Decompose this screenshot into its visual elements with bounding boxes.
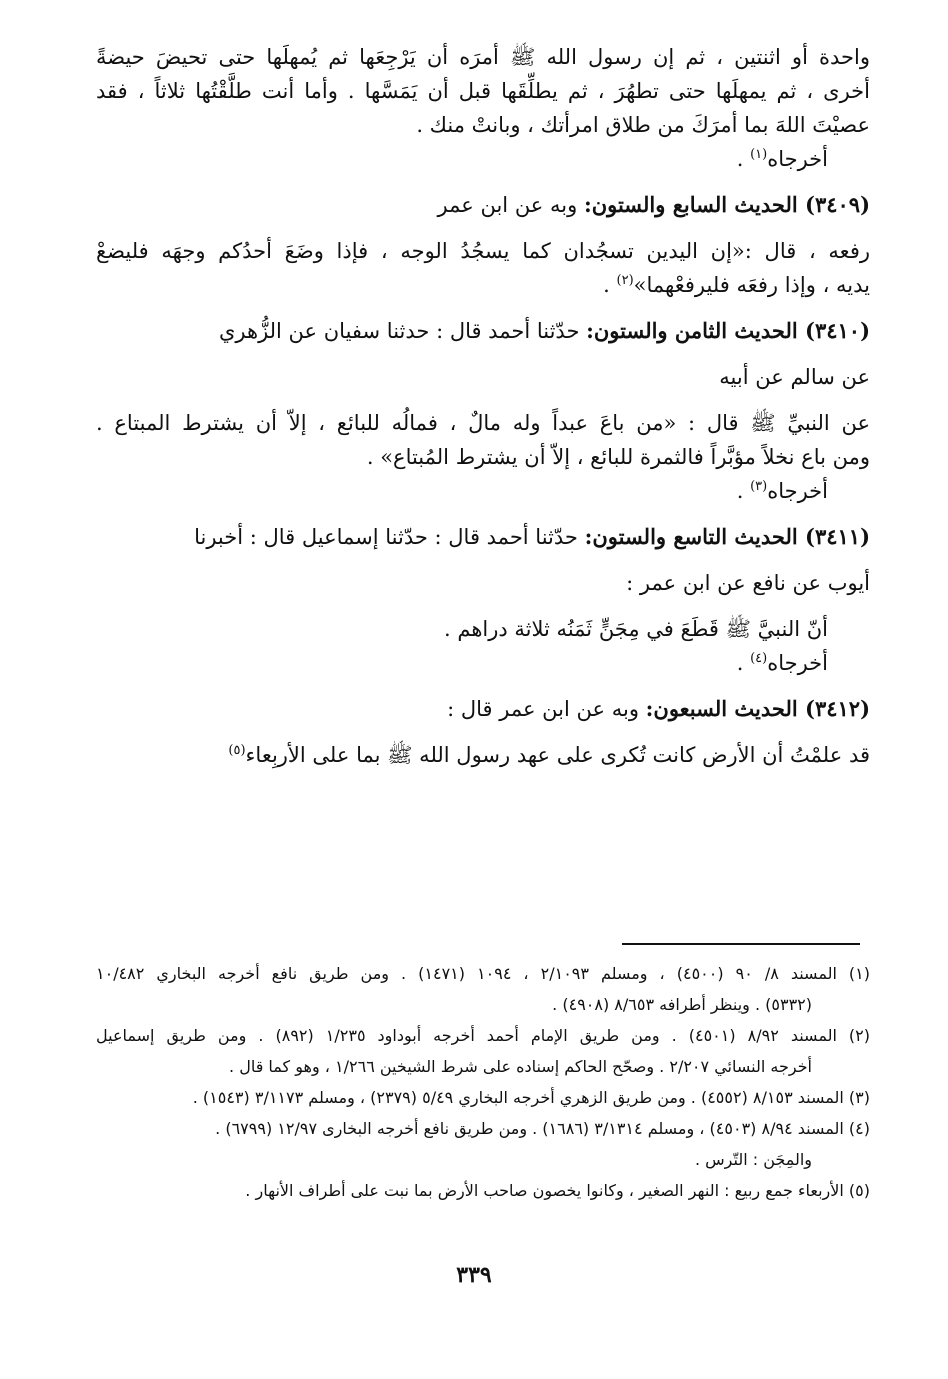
footnote-1-cont: (٥٣٣٢) . وينظر أطرافه ٨/٦٥٣ (٤٩٠٨) . bbox=[552, 995, 812, 1014]
footnote-2: (٢) المسند ٨/٩٢ (٤٥٠١) . ومن طريق الإمام أحمد أخرجه أبوداود ١/٢٣٥ (٨٩٢) . ومن طريق إسماعيل bbox=[96, 1026, 870, 1045]
footnote-4: (٤) المسند ٨/٩٤ (٤٥٠٣) ، ومسلم ٣/١٣١٤ (١٦٨٦) . ومن طريق نافع أخرجه البخارى ١٢/٩٧ (٦٧٩٩) . bbox=[215, 1119, 870, 1138]
text-line-11: ومن باع نخلاً مؤبَّراً فالثمرة للبائع ، إلاّ أن يشترط المُبتاع» . bbox=[366, 445, 870, 469]
text-line-6: رفعه ، قال :«إن اليدين تسجُدان كما يسجُدُ الوجه ، فإذا وضَعَ أحدُكم وجهَه فليضعْ bbox=[96, 239, 870, 263]
main-text bbox=[96, 40, 870, 772]
footnote-ref-5[interactable]: (٥) bbox=[228, 743, 246, 758]
footnote-separator bbox=[622, 943, 860, 945]
text-line-9: عن سالم عن أبيه bbox=[719, 365, 870, 389]
footnote-1: (١) المسند ٨/ ٩٠ (٤٥٠٠) ، ومسلم ٢/١٠٩٣ ، ١٠٩٤ (١٤٧١) . ومن طريق نافع أخرجه البخاري ١٠/٤٨٢ bbox=[96, 964, 871, 983]
text-line-3: عصيْتَ اللهَ بما أمرَكَ من طلاق امرأتك ، وبانتْ منك . bbox=[416, 113, 870, 137]
footnote-2-cont: أخرجه النسائي ٢/٢٠٧ . وصحّح الحاكم إسناده على شرط الشيخين ١/٢٦٦ ، وهو كما قال . bbox=[229, 1057, 812, 1076]
text-line-7: يديه ، وإذا رفعَه فليرفعْهما»$^{(٢)}$ . bbox=[603, 273, 870, 297]
hadith-3410-heading: (٣٤١٠) الحديث الثامن والستون: حدّثنا أحمد قال : حدثنا سفيان عن الزُّهري bbox=[218, 318, 870, 343]
footnote-3: (٣) المسند ٨/١٥٣ (٤٥٥٢) . ومن طريق الزهري أخرجه البخاري ٥/٤٩ (٢٣٧٩) ، ومسلم ٣/١١٧٣ (١٥٤٣) . bbox=[192, 1088, 870, 1107]
text-line-14: أيوب عن نافع عن ابن عمر : bbox=[626, 571, 870, 595]
footnote-ref-4[interactable]: (٤) bbox=[750, 651, 768, 666]
hadith-3411-heading: (٣٤١١) الحديث التاسع والستون: حدّثنا أحمد قال : حدّثنا إسماعيل قال : أخبرنا bbox=[194, 524, 870, 549]
text-line-18: قد علمْتُ أن الأرض كانت تُكرى على عهد رسول الله ﷺ بما على الأربِعاء$^{(٥)}$ bbox=[228, 743, 870, 767]
takhrij-line-1: أخرجاه$^{(١)}$ . bbox=[736, 147, 828, 171]
page-number: ٣٣٩ bbox=[456, 1262, 492, 1288]
text-line-1: واحدة أو اثنتين ، ثم إن رسول الله ﷺ أمرَه أن يَرْجِعَها ثم يُمهلَها حتى تحيضَ حيضةً bbox=[96, 45, 870, 69]
footnote-4-cont: والمِجَن : التّرس . bbox=[694, 1150, 812, 1169]
hadith-3409-heading: (٣٤٠٩) الحديث السابع والستون: وبه عن ابن عمر bbox=[437, 192, 870, 217]
hadith-3412-heading: (٣٤١٢) الحديث السبعون: وبه عن ابن عمر قال : bbox=[447, 696, 870, 721]
footnotes bbox=[96, 958, 870, 1206]
text-line-2: أخرى ، ثم يمهلَها حتى تطهُرَ ، ثم يطلِّقَها قبل أن يَمَسَّها . وأما أنت طلَّقْتُها ثلاثاً ، فقد bbox=[96, 79, 870, 103]
text-line-10: عن النبيِّ ﷺ قال : «من باعَ عبداً وله مالٌ ، فمالُه للبائع ، إلاّ أن يشترط المبتاع . bbox=[96, 411, 870, 435]
footnote-ref-3[interactable]: (٣) bbox=[750, 479, 768, 494]
footnote-5: (٥) الأربعاء جمع ربيع : النهر الصغير ، وكانوا يخصون صاحب الأرض بما نبت على أطراف الأنهار . bbox=[245, 1181, 870, 1200]
text-line-15: أنّ النبيَّ ﷺ قَطَعَ في مِجَنٍّ ثَمَنُه ثلاثة دراهم . bbox=[444, 617, 828, 641]
takhrij-line-4: أخرجاه$^{(٤)}$ . bbox=[736, 651, 828, 675]
takhrij-line-3: أخرجاه$^{(٣)}$ . bbox=[736, 479, 828, 503]
footnote-ref-1[interactable]: (١) bbox=[750, 147, 768, 162]
footnote-ref-2[interactable]: (٢) bbox=[616, 273, 634, 288]
